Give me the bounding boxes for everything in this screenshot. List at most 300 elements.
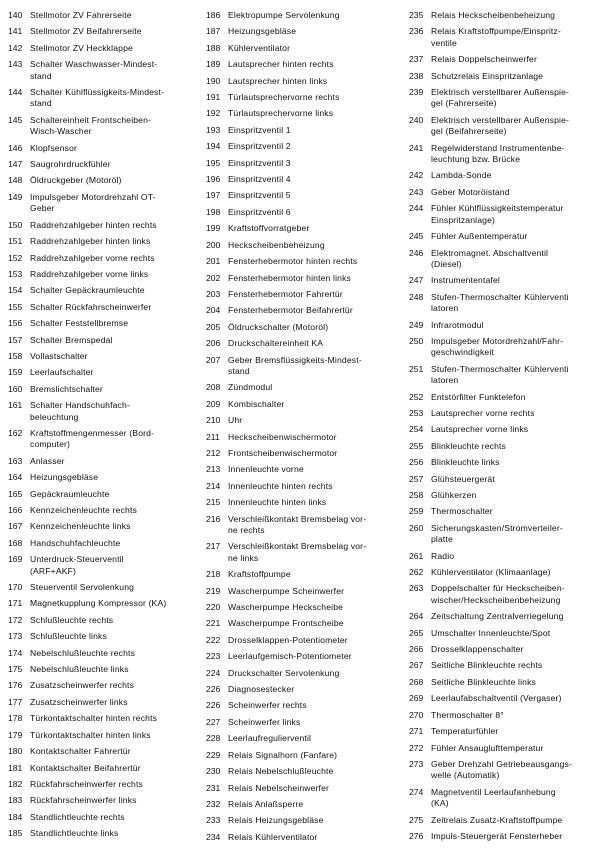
legend-entry (8, 489, 184, 500)
entry-number: 209 (206, 398, 221, 409)
entry-label: Leerlaufregulierventil (228, 733, 312, 744)
entry-label: Kontaktschalter Beifahrertür (30, 762, 141, 773)
entry-label: Magnetkupplung Kompressor (KA) (30, 598, 167, 609)
entry-number: 177 (8, 696, 23, 707)
entry-number: 178 (8, 713, 23, 724)
entry-number: 248 (409, 291, 424, 302)
entry-label: Verschleißkontakt Bremsbelag vor- ne rechts (228, 513, 367, 535)
legend-entry (8, 318, 184, 329)
entry-label: Heckscheibenwischermotor (228, 431, 337, 442)
legend-entry (8, 335, 184, 346)
legend-entry (8, 351, 184, 362)
entry-number: 218 (206, 569, 221, 580)
entry-label: Steuerventil Servolenkung (30, 582, 135, 593)
legend-entry (409, 693, 593, 704)
entry-number: 169 (8, 554, 23, 565)
legend-entry (409, 787, 593, 810)
entry-number: 168 (8, 537, 23, 548)
entry-label: Gepäckraumleuchte (30, 488, 110, 499)
entry-label: Infrarotmodul (431, 319, 484, 330)
entry-number: 155 (8, 301, 23, 312)
entry-label: Diagnosestecker (228, 684, 295, 695)
legend-entry (8, 648, 184, 659)
entry-number: 144 (8, 87, 23, 98)
entry-number: 268 (409, 676, 424, 687)
legend-entry (8, 26, 184, 37)
entry-number: 163 (8, 455, 23, 466)
legend-entry (8, 763, 184, 774)
entry-label: Zeitschaltung Zentralverriegelung (431, 611, 564, 622)
entry-number: 215 (206, 497, 221, 508)
entry-number: 199 (206, 223, 221, 234)
legend-entry (409, 506, 593, 517)
entry-label: Leerlaufgemisch-Potentiometer (228, 651, 352, 662)
legend-entry (206, 602, 402, 613)
entry-label: Schalter Bremspedal (30, 334, 113, 345)
entry-number: 255 (409, 440, 424, 451)
entry-number: 223 (206, 651, 221, 662)
legend-entry (206, 355, 402, 378)
entry-number: 247 (409, 275, 424, 286)
legend-entry (409, 583, 593, 606)
entry-label: Lautsprecher hinten links (228, 75, 328, 86)
entry-number: 154 (8, 285, 23, 296)
entry-number: 174 (8, 647, 23, 658)
entry-label: Innenleuchte vorne (228, 464, 304, 475)
entry-label: Fühler Außentemperatur (431, 231, 528, 242)
legend-entry (409, 424, 593, 435)
legend-entry (409, 231, 593, 242)
entry-label: Fensterhebermotor Fahrertür (228, 288, 343, 299)
entry-number: 171 (8, 598, 23, 609)
entry-label: Öldruckschalter (Motoröl) (228, 321, 329, 332)
legend-entry (206, 432, 402, 443)
entry-number: 244 (409, 203, 424, 214)
legend-entry (8, 554, 184, 577)
legend-entry (8, 538, 184, 549)
legend-entry (409, 660, 593, 671)
entry-label: Wascherpumpe Scheinwerfer (228, 585, 345, 596)
entry-label: Nebelschlußleuchte rechts (30, 647, 136, 658)
entry-number: 266 (409, 644, 424, 655)
legend-entry (409, 628, 593, 639)
entry-label: Rückfahrscheinwerfer links (30, 795, 137, 806)
legend-entry (409, 275, 593, 286)
entry-number: 233 (206, 815, 221, 826)
legend-entry (409, 187, 593, 198)
entry-label: Raddrehzahlgeber hinten links (30, 236, 151, 247)
entry-label: Türlautsprechervorne links (228, 108, 334, 119)
legend-entry (409, 677, 593, 688)
entry-number: 242 (409, 170, 424, 181)
entry-label: Scheinwerfer links (228, 716, 301, 727)
entry-number: 226 (206, 684, 221, 695)
legend-entry (409, 567, 593, 578)
entry-number: 243 (409, 186, 424, 197)
entry-label: Zusatzscheinwerfer links (30, 696, 128, 707)
entry-number: 172 (8, 614, 23, 625)
entry-number: 156 (8, 318, 23, 329)
entry-number: 265 (409, 627, 424, 638)
legend-entry (8, 746, 184, 757)
legend-entry (206, 256, 402, 267)
entry-label: Stufen-Thermoschalter Kühlerventi latoren (431, 363, 569, 386)
entry-label: Verschleißkontakt Bremsbelag vor- ne links (228, 541, 367, 563)
entry-number: 246 (409, 247, 424, 258)
entry-label: Geber Drehzahl Getriebeausgangs- welle (Automatik) (431, 758, 572, 781)
legend-entry (206, 305, 402, 316)
entry-number: 200 (206, 239, 221, 250)
entry-number: 222 (206, 634, 221, 645)
entry-number: 205 (206, 321, 221, 332)
legend-entry (8, 680, 184, 691)
entry-number: 262 (409, 567, 424, 578)
legend-entry (206, 289, 402, 300)
entry-label: Instrumententafel (431, 275, 500, 286)
legend-entry (206, 766, 402, 777)
entry-number: 193 (206, 124, 221, 135)
entry-label: Schalter Kühlflüssigkeits-Mindest- stand (30, 87, 165, 109)
legend-entry (8, 713, 184, 724)
entry-label: Sicherungskasten/Stromverteiler- platte (431, 522, 563, 545)
legend-entry (206, 684, 402, 695)
legend-entry (8, 253, 184, 264)
legend-entry (206, 832, 402, 843)
entry-label: Geber Bremsflüssigkeits-Mindest- stand (228, 354, 362, 376)
entry-number: 210 (206, 415, 221, 426)
legend-entry (409, 710, 593, 721)
entry-number: 212 (206, 447, 221, 458)
entry-label: Innenleuchte hinten links (228, 497, 327, 508)
entry-number: 140 (8, 10, 23, 20)
legend-entry (206, 635, 402, 646)
legend-entry (8, 59, 184, 82)
entry-label: Kennzeichenleuchte links (30, 521, 131, 532)
entry-label: Schutzrelais Einspritzanlage (431, 70, 544, 81)
entry-label: Impulsgeber Motordrehzahl/Fahr- geschwindigkeit (431, 335, 564, 358)
legend-entry (206, 569, 402, 580)
entry-number: 252 (409, 391, 424, 402)
legend-entry (8, 631, 184, 642)
entry-number: 230 (206, 766, 221, 777)
entry-number: 245 (409, 231, 424, 242)
entry-number: 232 (206, 798, 221, 809)
entry-number: 260 (409, 522, 424, 533)
entry-number: 275 (409, 814, 424, 825)
entry-label: Einspritzventil 6 (228, 206, 291, 217)
legend-entry (409, 143, 593, 166)
legend-entry (409, 474, 593, 485)
legend-entry (206, 541, 402, 564)
entry-number: 261 (409, 550, 424, 561)
entry-label: Impuls-Steuergerät Fensterheber (431, 830, 563, 841)
entry-number: 197 (206, 190, 221, 201)
legend-entry (8, 175, 184, 186)
legend-entry (8, 615, 184, 626)
entry-number: 240 (409, 114, 424, 125)
entry-label: Blinkleuchte links (431, 457, 500, 468)
entry-label: Kühlerventilator (Klimaanlage) (431, 567, 551, 578)
legend-entry (206, 497, 402, 508)
entry-number: 229 (206, 749, 221, 760)
entry-label: Elektropumpe Servolenkung (228, 10, 340, 20)
entry-label: Öldruckgeber (Motoröl) (30, 175, 122, 186)
entry-number: 182 (8, 778, 23, 789)
entry-number: 176 (8, 680, 23, 691)
legend-entry (206, 481, 402, 492)
entry-number: 239 (409, 87, 424, 98)
legend-entry (206, 207, 402, 218)
entry-label: Schaltereinheit Frontscheiben- Wisch-Wascher (30, 114, 152, 137)
entry-number: 142 (8, 42, 23, 53)
entry-number: 236 (409, 26, 424, 37)
entry-number: 183 (8, 795, 23, 806)
entry-number: 264 (409, 611, 424, 622)
legend-entry (8, 367, 184, 378)
entry-number: 227 (206, 716, 221, 727)
entry-label: Druckschaltereinheit KA (228, 338, 324, 349)
legend-entry (8, 87, 184, 110)
entry-number: 143 (8, 59, 23, 70)
entry-number: 189 (206, 59, 221, 70)
entry-number: 159 (8, 367, 23, 378)
legend-entry (409, 336, 593, 359)
entry-number: 270 (409, 709, 424, 720)
entry-label: Elektromagnet. Abschaltventil (Diesel) (431, 247, 549, 269)
entry-label: Kennzeichenleuchte rechts (30, 505, 137, 515)
legend-entry (8, 115, 184, 138)
entry-number: 276 (409, 830, 424, 841)
entry-number: 192 (206, 108, 221, 119)
legend-entry (8, 159, 184, 170)
entry-label: Schalter Gepäckraumleuchte (30, 285, 145, 296)
entry-number: 162 (8, 427, 23, 438)
legend-entry (206, 141, 402, 152)
entry-label: Magnetventil Leerlaufanhebung (KA) (431, 786, 556, 809)
legend-entry (206, 717, 402, 728)
entry-label: Innenleuchte hinten rechts (228, 480, 333, 491)
entry-label: Kombischalter (228, 398, 285, 409)
entry-label: Türlautsprechervorne rechts (228, 92, 340, 103)
entry-number: 271 (409, 726, 424, 737)
entry-number: 250 (409, 335, 424, 346)
entry-number: 160 (8, 383, 23, 394)
entry-label: Relais Nebelscheinwerfer (228, 782, 330, 793)
entry-number: 267 (409, 660, 424, 671)
entry-number: 231 (206, 782, 221, 793)
legend-entry (409, 170, 593, 181)
entry-number: 258 (409, 490, 424, 500)
entry-label: Temperaturfühler (431, 726, 499, 737)
entry-number: 190 (206, 75, 221, 86)
legend-entry (8, 302, 184, 313)
legend-entry (409, 726, 593, 737)
entry-number: 228 (206, 733, 221, 744)
legend-entry (409, 71, 593, 82)
entry-number: 257 (409, 473, 424, 484)
entry-label: Stufen-Thermoschalter Kühlerventi latoren (431, 291, 569, 314)
entry-label: Blinkleuchte rechts (431, 440, 506, 451)
entry-number: 167 (8, 521, 23, 532)
entry-label: Einspritzventil 2 (228, 141, 291, 152)
entry-number: 148 (8, 175, 23, 186)
entry-label: Türkontaktschalter hinten rechts (30, 713, 158, 724)
entry-label: Umschalter Innenleuchte/Spot (431, 627, 551, 638)
entry-label: Zeitrelais Zusatz-Kraftstoffpumpe (431, 814, 563, 825)
entry-label: Relais Heizungsgebläse (228, 815, 324, 826)
entry-number: 235 (409, 10, 424, 20)
entry-number: 202 (206, 272, 221, 283)
entry-label: Zusatzscheinwerfer rechts (30, 680, 135, 691)
legend-entry (8, 285, 184, 296)
legend-entry (206, 240, 402, 251)
entry-number: 273 (409, 758, 424, 769)
entry-number: 157 (8, 334, 23, 345)
entry-number: 256 (409, 457, 424, 468)
legend-entry (409, 87, 593, 110)
entry-label: Lambda-Sonde (431, 170, 492, 181)
entry-label: Relais Anlaßsperre (228, 798, 304, 809)
legend-entry (206, 273, 402, 284)
legend-entry (8, 43, 184, 54)
legend-entry (409, 248, 593, 271)
legend-entry (8, 400, 184, 423)
entry-label: Geber Motoröistand (431, 186, 510, 197)
legend-entry (8, 428, 184, 451)
legend-entry (8, 795, 184, 806)
entry-number: 219 (206, 585, 221, 596)
entry-label: Elektrisch verstellbarer Außenspie- gel (Beifahrerseite) (431, 114, 570, 137)
entry-number: 164 (8, 472, 23, 483)
legend-entry (409, 364, 593, 387)
legend-entry (8, 664, 184, 675)
legend-entry (206, 125, 402, 136)
legend-entry (206, 382, 402, 393)
entry-label: Frontscheibenwischermotor (228, 447, 338, 458)
entry-label: Standlichtleuchte links (30, 828, 119, 839)
entry-number: 180 (8, 746, 23, 757)
entry-number: 251 (409, 363, 424, 374)
entry-number: 145 (8, 114, 23, 125)
entry-label: Wascherpumpe Heckscheibe (228, 602, 344, 613)
entry-label: Fensterhebermotor Beifahrertür (228, 305, 353, 316)
entry-label: Stellmotor ZV Heckklappe (30, 42, 133, 53)
entry-number: 237 (409, 54, 424, 65)
legend-entry (206, 668, 402, 679)
entry-number: 141 (8, 26, 23, 37)
entry-number: 187 (206, 26, 221, 37)
entry-number: 259 (409, 506, 424, 517)
entry-label: Fensterhebermotor hinten links (228, 272, 351, 283)
entry-label: Seitliche Blinkleuchte links (431, 676, 536, 687)
entry-number: 186 (206, 10, 221, 20)
entry-number: 149 (8, 191, 23, 202)
legend-entry (409, 523, 593, 546)
entry-number: 150 (8, 219, 23, 230)
entry-label: Schalter Rückfahrscheinwerfer (30, 301, 152, 312)
entry-number: 196 (206, 174, 221, 185)
entry-label: Heckscheibenbeheizung (228, 239, 325, 250)
entry-number: 224 (206, 667, 221, 678)
entry-number: 158 (8, 350, 23, 361)
entry-number: 166 (8, 505, 23, 515)
legend-entry (8, 220, 184, 231)
legend-entry (206, 43, 402, 54)
legend-column-3 (409, 10, 593, 847)
entry-number: 214 (206, 480, 221, 491)
legend-entry (206, 92, 402, 103)
entry-label: Kraftstoffvorratgeber (228, 223, 310, 234)
entry-number: 201 (206, 256, 221, 267)
entry-number: 170 (8, 582, 23, 593)
entry-label: Türkontaktschalter hinten links (30, 729, 151, 740)
entry-label: Heizungsgebläse (30, 472, 99, 483)
legend-entry (206, 76, 402, 87)
entry-number: 185 (8, 828, 23, 839)
legend-entry (8, 384, 184, 395)
entry-number: 151 (8, 236, 23, 247)
entry-label: Radio (431, 550, 455, 561)
legend-entry (206, 10, 402, 21)
legend-entry (206, 733, 402, 744)
legend-entry (206, 415, 402, 426)
legend-entry (206, 26, 402, 37)
legend-entry (206, 322, 402, 333)
entry-label: Nebelschlußleuchte links (30, 664, 129, 675)
entry-label: Entstörfilter Funktelefon (431, 391, 526, 402)
entry-label: Raddrehzahlgeber vorne rechts (30, 252, 155, 263)
legend-entry (8, 828, 184, 839)
entry-label: Schalter Feststellbremse (30, 318, 129, 329)
entry-number: 220 (206, 602, 221, 613)
legend-entry (206, 399, 402, 410)
entry-number: 263 (409, 583, 424, 594)
legend-entry (409, 551, 593, 562)
entry-number: 152 (8, 252, 23, 263)
entry-label: Glühsteuergerät (431, 473, 495, 484)
legend-entry (206, 514, 402, 537)
entry-label: Relais Nebelschlußleuchte (228, 766, 334, 777)
entry-number: 175 (8, 664, 23, 675)
entry-label: Doppelschalter für Heckscheiben- wischer/Heckscheibenbeheizung (431, 583, 565, 605)
entry-label: Kühlerventilator (228, 42, 291, 53)
legend-entry (206, 799, 402, 810)
legend-column-1 (8, 10, 184, 845)
entry-label: Bremslichtschalter (30, 383, 103, 394)
entry-label: Unterdruck-Steuerventil (ARF+AKF) (30, 554, 124, 576)
legend-entry (8, 505, 184, 516)
entry-label: Impulsgeber Motordrehzahl OT- Geber (30, 191, 156, 214)
entry-number: 274 (409, 786, 424, 797)
entry-number: 181 (8, 762, 23, 773)
entry-label: Raddrehzahlgeber vorne links (30, 268, 149, 279)
legend-entry (409, 320, 593, 331)
legend-entry (206, 108, 402, 119)
legend-entry (206, 750, 402, 761)
entry-number: 226 (206, 700, 221, 711)
entry-label: Vollastschalter (30, 350, 88, 361)
entry-label: Fühler Kühlflüssigkeitstemperatur Einspritzanlage) (431, 203, 564, 225)
legend-entry (206, 651, 402, 662)
entry-number: 221 (206, 618, 221, 629)
entry-label: Relais Kühlerventilator (228, 831, 318, 842)
legend-entry (8, 521, 184, 532)
entry-label: Handschuhfachleuchte (30, 537, 121, 548)
entry-label: Seitliche Blinkleuchte rechts (431, 660, 543, 671)
entry-label: Uhr (228, 415, 243, 426)
legend-entry (8, 730, 184, 741)
legend-entry (206, 59, 402, 70)
